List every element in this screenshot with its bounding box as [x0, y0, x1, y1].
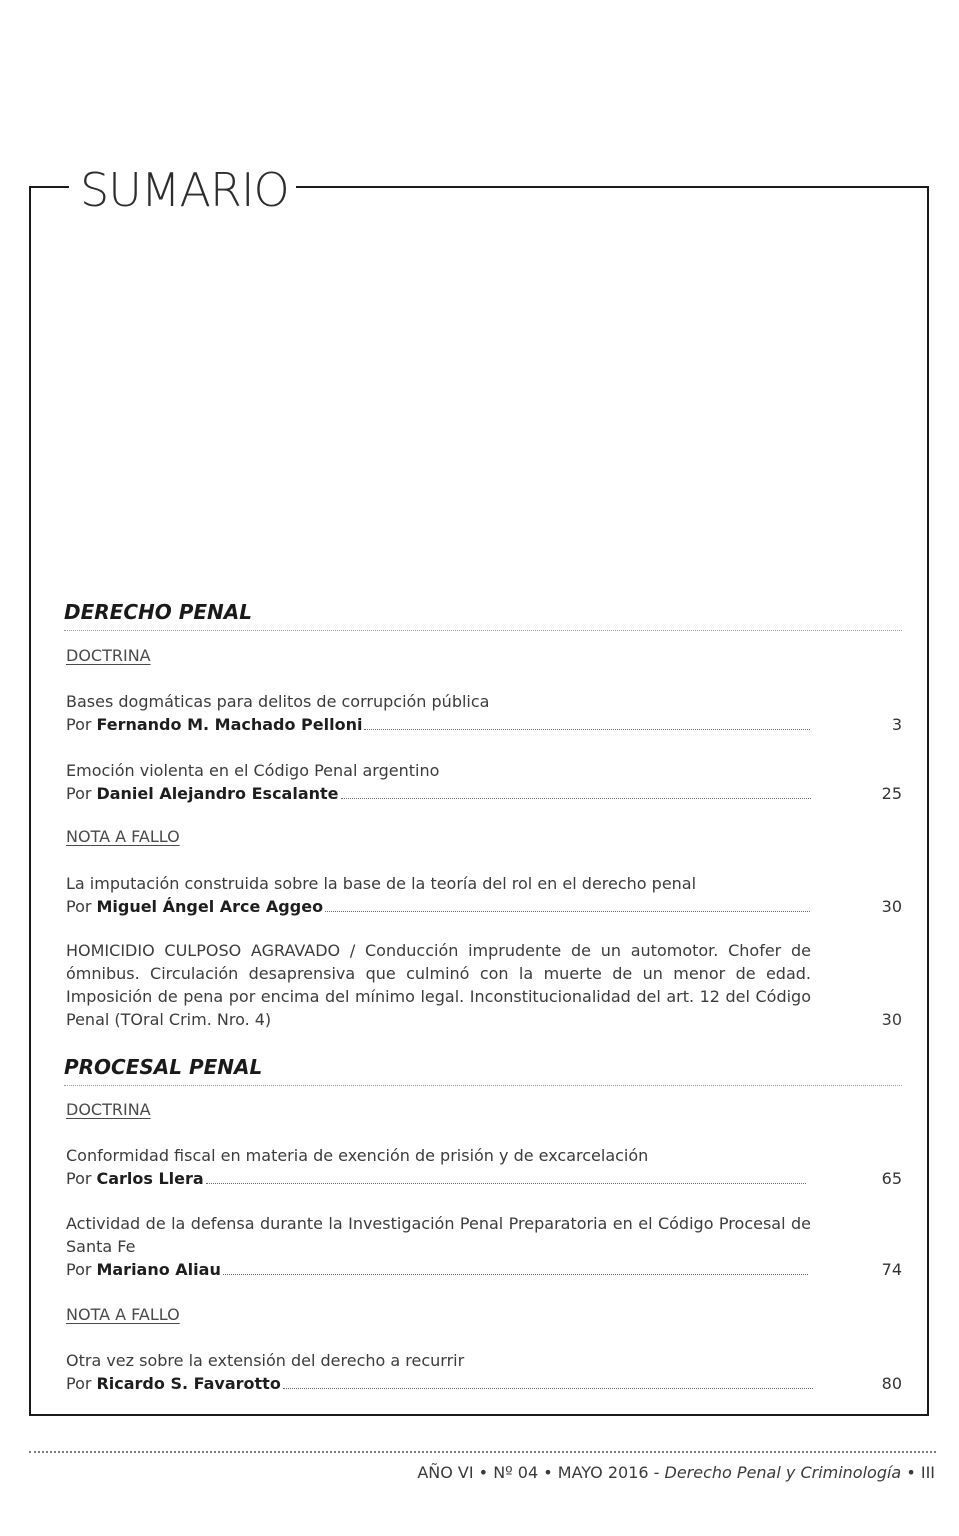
- toc-entry[interactable]: [66, 872, 902, 918]
- entry-byline: [66, 1258, 902, 1281]
- author-name: Carlos Llera: [96, 1169, 204, 1188]
- page-number: 3: [891, 715, 902, 734]
- journal-name: Derecho Penal y Criminología: [664, 1463, 902, 1482]
- subsection-nota-a-fallo: NOTA A FALLO: [66, 827, 180, 846]
- toc-entry[interactable]: [66, 759, 902, 805]
- page-number: 65: [881, 1169, 902, 1188]
- author-name: Miguel Ángel Arce Aggeo: [96, 897, 324, 916]
- toc-entry[interactable]: [66, 1144, 902, 1190]
- leader-dots: [206, 1168, 806, 1184]
- leader-dots: [325, 896, 810, 912]
- page-number: 74: [881, 1260, 902, 1279]
- page-footer: [417, 1463, 935, 1482]
- entry-byline: [66, 1167, 902, 1190]
- toc-entry[interactable]: [66, 939, 902, 1031]
- page-number: 25: [881, 784, 902, 803]
- section-divider: [64, 630, 902, 631]
- author-prefix: Por: [66, 1374, 92, 1393]
- author-name: Ricardo S. Favarotto: [96, 1374, 281, 1393]
- author-prefix: Por: [66, 1260, 92, 1279]
- subsection-doctrina: DOCTRINA: [66, 646, 151, 665]
- toc-entry[interactable]: [66, 1212, 902, 1281]
- author-prefix: Por: [66, 897, 92, 916]
- page-title: SUMARIO: [80, 163, 289, 217]
- page-number: 80: [881, 1374, 902, 1393]
- author-name: Mariano Aliau: [96, 1260, 221, 1279]
- toc-entry[interactable]: [66, 1349, 902, 1395]
- subsection-doctrina: DOCTRINA: [66, 1100, 151, 1119]
- page-number: 30: [881, 897, 902, 916]
- entry-byline: [66, 895, 902, 918]
- entry-byline: [66, 713, 902, 736]
- section-heading-procesal-penal: PROCESAL PENAL: [64, 1055, 263, 1079]
- author-name: Daniel Alejandro Escalante: [96, 784, 339, 803]
- entry-title: Otra vez sobre la extensión del derecho a recurrir: [66, 1351, 465, 1370]
- leader-dots: [223, 1259, 808, 1275]
- entry-body: [66, 939, 902, 1031]
- entry-title: Conformidad fiscal en materia de exención de prisión y de excarcelación: [66, 1146, 649, 1165]
- entry-title: Actividad de la defensa durante la Investigación Penal Preparatoria en el Código Procesal de Santa Fe: [66, 1214, 811, 1256]
- leader-dots: [341, 783, 811, 799]
- subsection-nota-a-fallo: NOTA A FALLO: [66, 1305, 180, 1324]
- entry-title: La imputación construida sobre la base de la teoría del rol en el derecho penal: [66, 874, 697, 893]
- section-divider: [64, 1085, 902, 1086]
- leader-dots: [283, 1373, 813, 1389]
- section-heading-derecho-penal: DERECHO PENAL: [64, 600, 252, 624]
- entry-byline: [66, 1372, 902, 1395]
- page-folio: • III: [901, 1463, 935, 1482]
- author-prefix: Por: [66, 784, 92, 803]
- entry-title: Emoción violenta en el Código Penal argentino: [66, 761, 440, 780]
- toc-entry[interactable]: [66, 690, 902, 736]
- leader-dots: [364, 714, 810, 730]
- author-name: Fernando M. Machado Pelloni: [96, 715, 363, 734]
- entry-byline: [66, 782, 902, 805]
- footer-divider: [29, 1451, 936, 1453]
- author-prefix: Por: [66, 1169, 92, 1188]
- author-prefix: Por: [66, 715, 92, 734]
- page-number: 30: [881, 1010, 902, 1029]
- entry-title: HOMICIDIO CULPOSO AGRAVADO / Conducción imprudente de un automotor. Chofer de ómnibus. Circulación desaprensiva que culminó con la muerte de un menor de edad. Imposición de pena por encima del mínimo legal. Inconstitucionalidad del art. 12 del Código Penal (TOral Crim. Nro. 4): [66, 941, 811, 1029]
- entry-title: Bases dogmáticas para delitos de corrupción pública: [66, 692, 490, 711]
- issue-info: AÑO VI • Nº 04 • MAYO 2016 -: [417, 1463, 665, 1482]
